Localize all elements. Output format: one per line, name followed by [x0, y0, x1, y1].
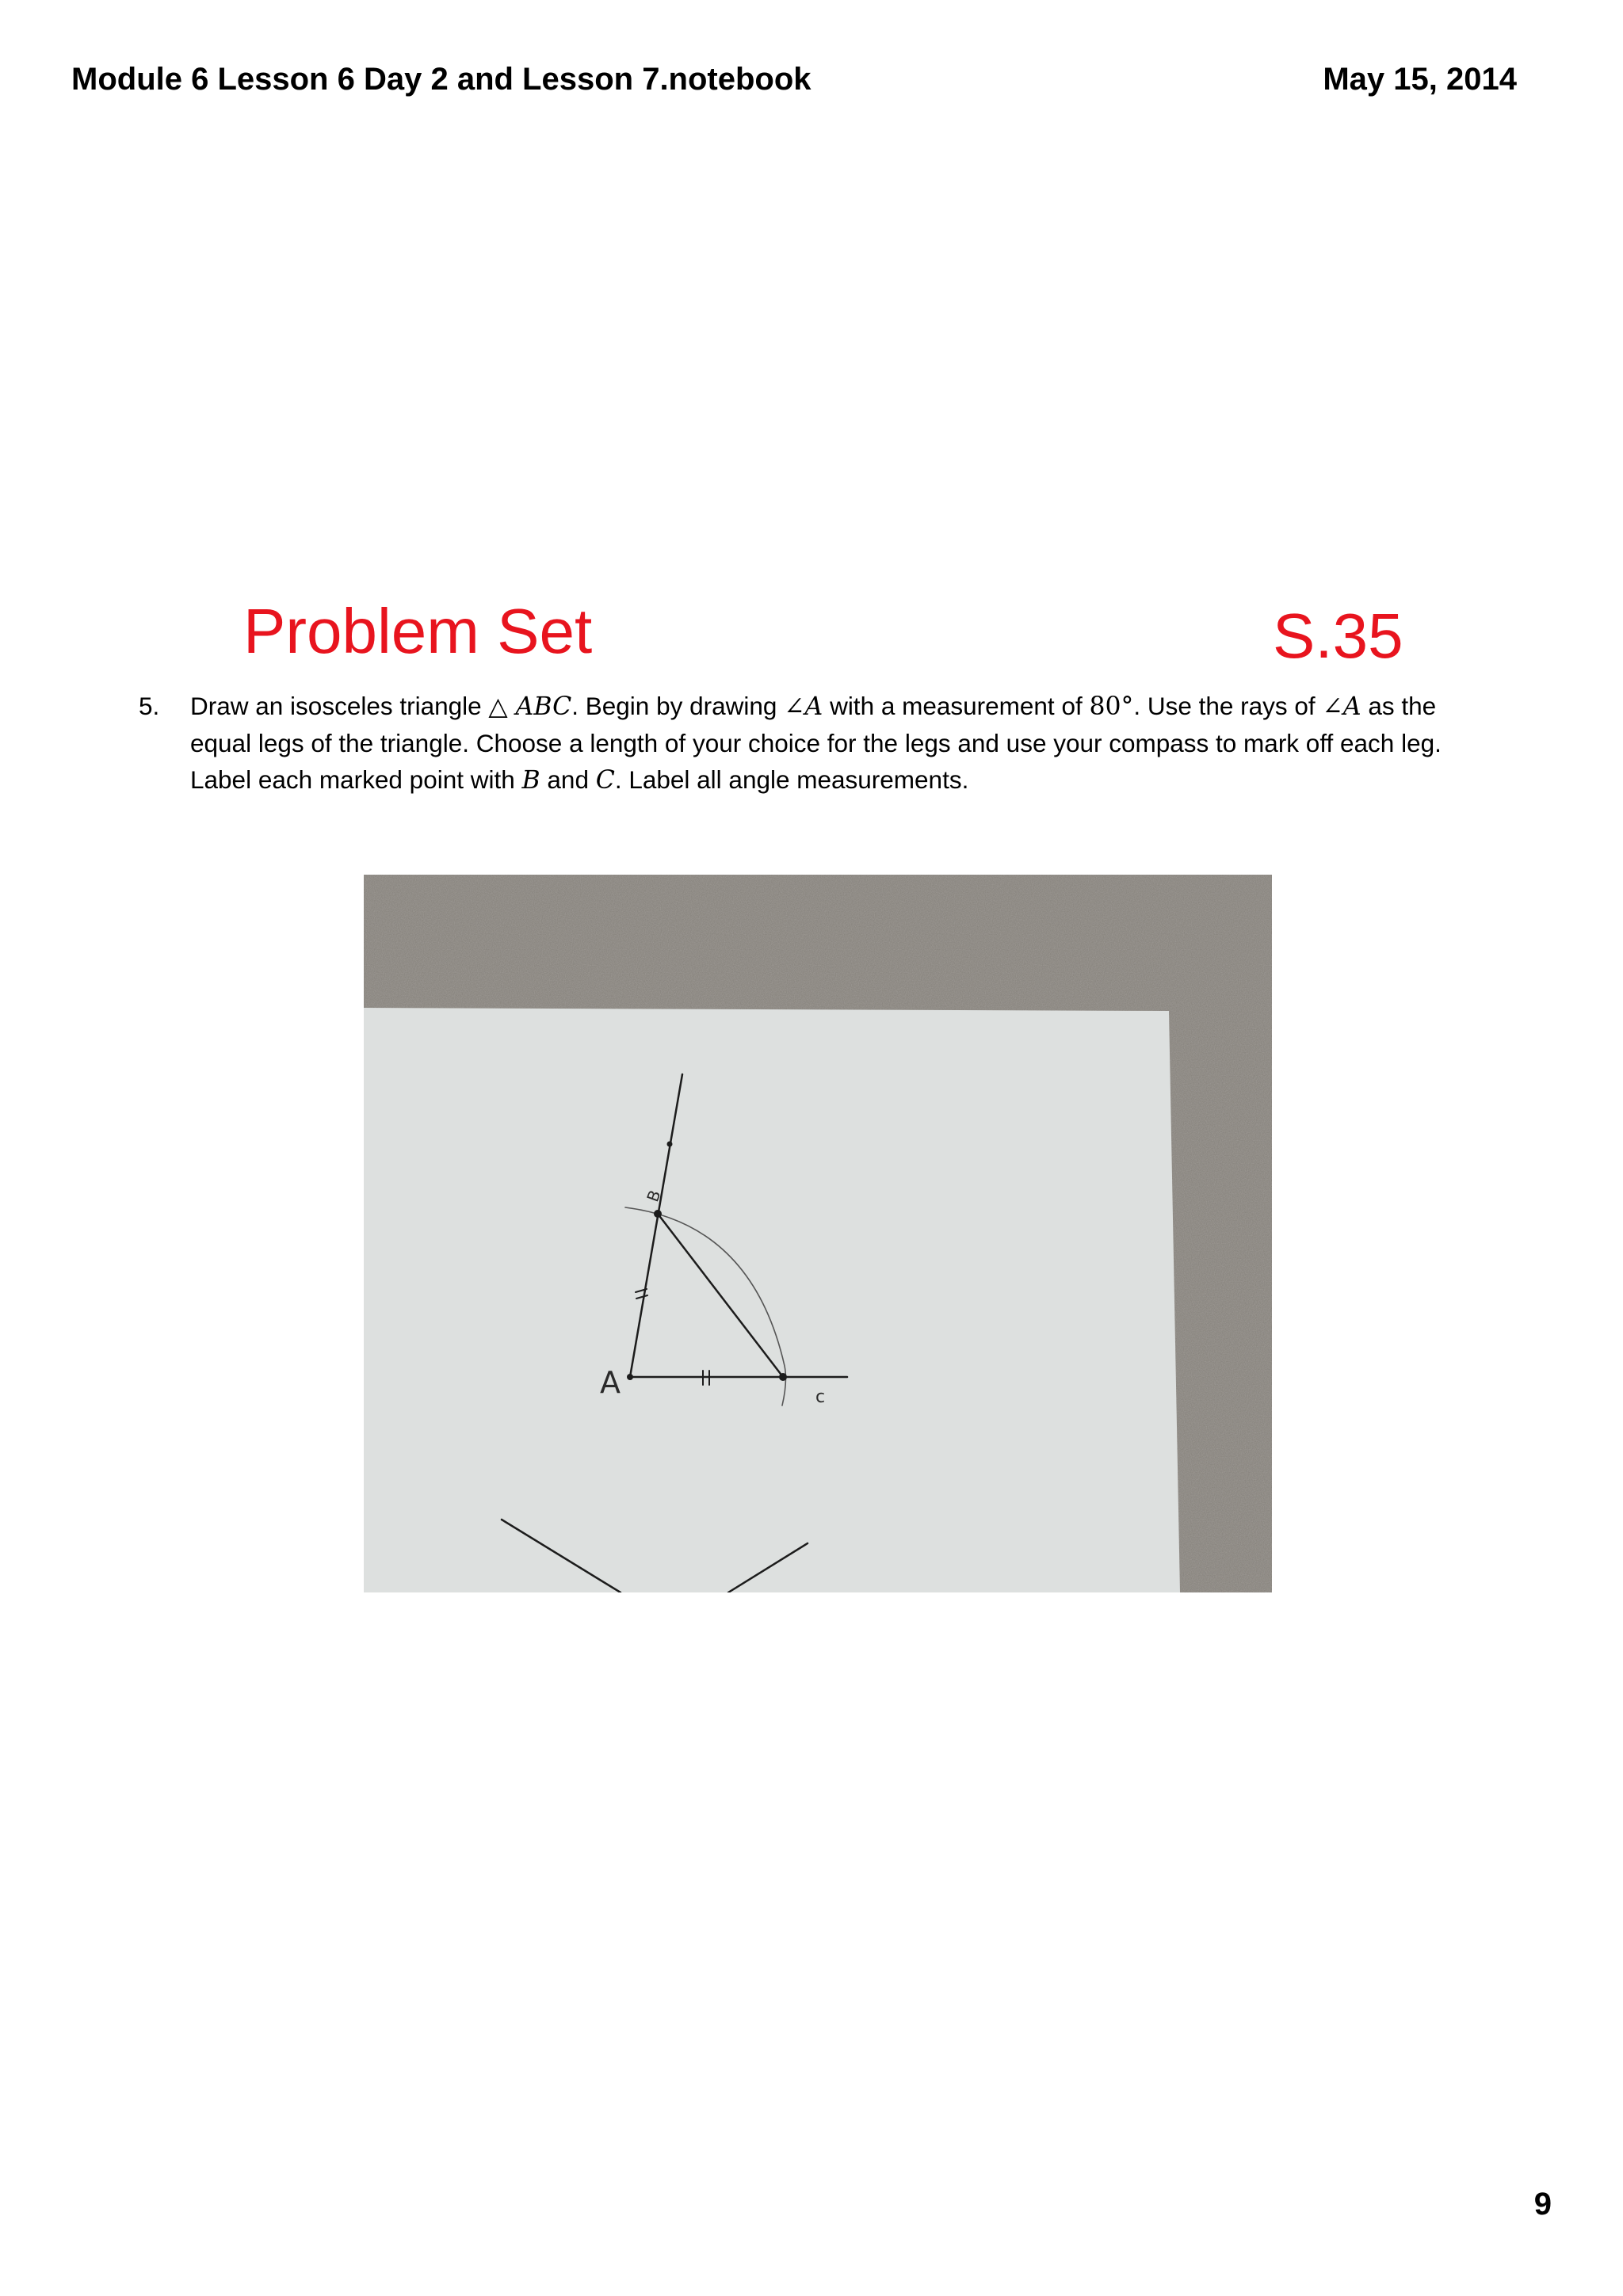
- notebook-title: Module 6 Lesson 6 Day 2 and Lesson 7.notebook: [71, 62, 812, 97]
- paper-sheet: [364, 1008, 1180, 1592]
- label-c: c: [815, 1387, 826, 1407]
- problem-line-2: equal legs of the triangle. Choose a length of your choice for the legs and use your compass to mark off each leg.: [190, 729, 1442, 757]
- notebook-date: May 15, 2014: [1323, 62, 1517, 97]
- problem-line-3: Label each marked point with B and C. Label all angle measurements.: [190, 765, 969, 795]
- label-a: A: [600, 1365, 621, 1400]
- problem-number: 5.: [139, 692, 160, 720]
- problem-line-1: Draw an isosceles triangle △ ABC. Begin by drawing ∠A with a measurement of 80°. Use the rays of ∠A as the: [190, 692, 1437, 721]
- problem-text: [190, 688, 1537, 799]
- label-b: B: [643, 1187, 665, 1205]
- construction-photo: [364, 875, 1272, 1592]
- problem-set-code: S.35: [1273, 601, 1403, 671]
- problem-set-heading: Problem Set: [243, 596, 593, 666]
- page-number: 9: [1533, 2187, 1552, 2222]
